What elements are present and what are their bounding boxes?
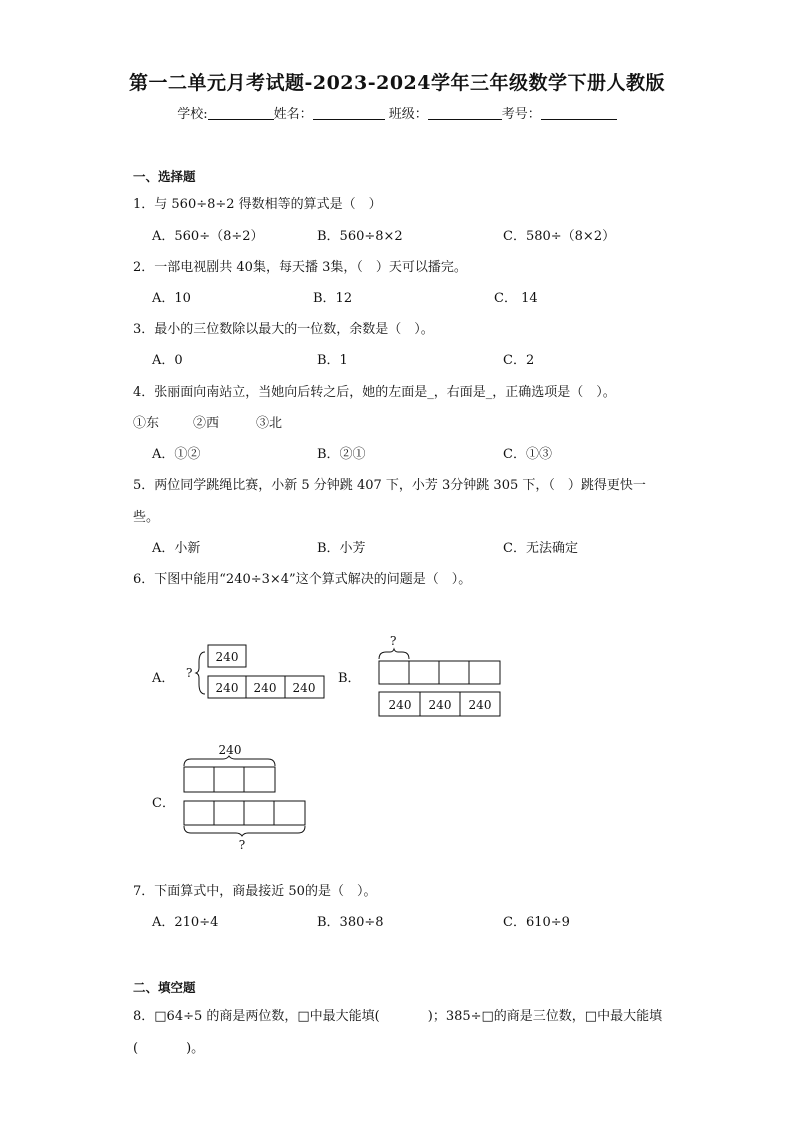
q3-option-b[interactable]: B．1	[317, 353, 348, 368]
q6-b-box-2-value: 240	[428, 698, 452, 712]
q4-option-c[interactable]: C．①③	[503, 447, 552, 462]
q3-option-c[interactable]: C．2	[503, 353, 535, 368]
q5-option-c[interactable]: C．无法确定	[503, 541, 578, 556]
question-4: 4．张丽面向南站立，当她向后转之后，她的左面是_，右面是_，正确选项是（ ）。	[133, 385, 616, 400]
q5-option-b[interactable]: B．小芳	[317, 541, 366, 556]
q8-line2-open: (	[133, 1041, 139, 1056]
q6-a-top-value: 240	[215, 650, 239, 664]
q6-diagram-b	[372, 630, 507, 720]
q2-option-a[interactable]: A．10	[152, 291, 191, 306]
q4-item-1: ①东	[133, 416, 160, 431]
q6-option-a[interactable]: A．	[152, 671, 175, 686]
section-choice: 一、选择题	[133, 169, 196, 184]
name-blank[interactable]	[313, 107, 385, 120]
q6-b-unknown: ?	[390, 634, 397, 648]
q6-c-bottom-box-3	[244, 801, 274, 825]
q7-option-b[interactable]: B．380÷8	[317, 915, 384, 930]
q6-a-brace	[196, 652, 205, 694]
q6-a-box-2-value: 240	[253, 681, 277, 695]
q6-c-top-box-2	[214, 767, 244, 792]
name-label: 姓名：	[273, 107, 313, 122]
q4-item-2: ②西	[193, 416, 220, 431]
school-blank[interactable]	[208, 107, 274, 120]
q6-a-unknown: ?	[186, 666, 193, 680]
page-title: 第一二单元月考试题-2023-2024学年三年级数学下册人教版	[128, 72, 666, 94]
question-8-line-2	[133, 1037, 204, 1056]
q6-c-bottom-box-4	[274, 801, 305, 825]
q7-option-a[interactable]: A．210÷4	[152, 915, 219, 930]
q6-a-box-1-value: 240	[215, 681, 239, 695]
q8-part-2: )；385÷□的商是三位数，□中最大能填	[427, 1009, 663, 1024]
question-8-line-1	[133, 1005, 662, 1024]
class-blank[interactable]	[428, 107, 502, 120]
q6-b-top-box-3	[439, 661, 469, 684]
q1-option-b[interactable]: B．560÷8×2	[317, 229, 403, 244]
q6-a-box-3-value: 240	[292, 681, 316, 695]
q6-c-bottom-box-2	[214, 801, 244, 825]
q6-option-c[interactable]: C．	[152, 796, 175, 811]
number-label: 考号：	[501, 107, 541, 122]
question-2: 2．一部电视剧共 40集，每天播 3集，（ ）天可以播完。	[133, 260, 467, 275]
q4-option-a[interactable]: A．①②	[152, 447, 201, 462]
q6-c-top-box-3	[244, 767, 275, 792]
q6-b-brace	[379, 649, 409, 659]
q6-c-top-box-1	[184, 767, 214, 792]
q6-c-value: 240	[218, 743, 242, 757]
q6-b-top-box-1	[379, 661, 409, 684]
q4-item-3: ③北	[256, 416, 283, 431]
q6-diagram-c	[176, 738, 316, 854]
section-fill: 二、填空题	[133, 980, 196, 995]
q6-diagram-a	[180, 640, 330, 704]
question-5-line-2: 些。	[133, 510, 160, 525]
q1-option-a[interactable]: A．560÷（8÷2）	[152, 229, 264, 244]
question-7: 7．下面算式中，商最接近 50的是（ ）。	[133, 884, 377, 899]
q6-b-top-box-2	[409, 661, 439, 684]
question-1: 1．与 560÷8÷2 得数相等的算式是（ ）	[133, 197, 382, 212]
q2-option-c[interactable]: C． 14	[494, 291, 538, 306]
q8-line2-close: )。	[186, 1041, 205, 1056]
class-label: 班级：	[388, 107, 428, 122]
question-6: 6．下图中能用“240÷3×4”这个算式解决的问题是（ ）。	[133, 572, 472, 587]
q2-option-b[interactable]: B．12	[313, 291, 353, 306]
q3-option-a[interactable]: A．0	[152, 353, 183, 368]
q6-c-bottom-box-1	[184, 801, 214, 825]
q6-c-bottom-brace	[184, 826, 305, 836]
question-5-line-1: 5．两位同学跳绳比赛，小新 5 分钟跳 407 下，小芳 3分钟跳 305 下，（ ）跳得更快一	[133, 478, 646, 493]
question-3: 3．最小的三位数除以最大的一位数，余数是（ ）。	[133, 322, 434, 337]
q6-b-box-3-value: 240	[468, 698, 492, 712]
q1-option-c[interactable]: C．580÷（8×2）	[503, 229, 616, 244]
school-label: 学校:	[177, 107, 208, 122]
q8-part-1: 8．□64÷5 的商是两位数，□中最大能填(	[133, 1009, 380, 1024]
q6-c-top-brace	[184, 756, 275, 766]
q4-option-b[interactable]: B．②①	[317, 447, 366, 462]
q6-b-box-1-value: 240	[388, 698, 412, 712]
number-blank[interactable]	[541, 107, 617, 120]
student-info-line	[0, 103, 794, 122]
q6-option-b[interactable]: B．	[338, 671, 361, 686]
q6-c-unknown: ?	[238, 838, 246, 852]
q6-b-top-box-4	[469, 661, 500, 684]
q7-option-c[interactable]: C．610÷9	[503, 915, 570, 930]
q5-option-a[interactable]: A．小新	[152, 541, 201, 556]
